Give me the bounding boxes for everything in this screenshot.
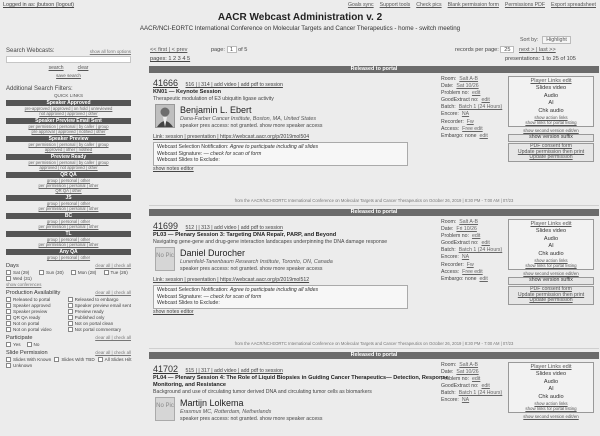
- notice-signature-text: — check for scan of form: [203, 293, 262, 300]
- meeting-subtitle: AACR/NCI-EORTC International Conference on Molecular Targets and Cancer Therapeutics - home - switch meeting: [139, 25, 461, 32]
- audio-label: Audio: [543, 92, 559, 99]
- participate-label: Participate: [6, 335, 33, 341]
- ai-label: AI: [548, 243, 554, 250]
- prod-checkbox[interactable]: Published only: [68, 315, 131, 320]
- top-link-goals-sync[interactable]: Goals sync: [347, 2, 374, 8]
- id-meta-links[interactable]: 512 | | 313 | add video | add pdf to session: [185, 225, 283, 231]
- update-permission-print-link[interactable]: Update permission then print: [517, 148, 585, 155]
- selection-notice: [153, 142, 408, 166]
- meta-column: [441, 219, 503, 283]
- page-of: of 5: [238, 46, 248, 53]
- notice-signature-text: — check for scan of form: [203, 150, 262, 157]
- presentation-card: [149, 352, 599, 436]
- production-clear[interactable]: clear all | check all: [95, 290, 131, 295]
- player-links-box: [508, 76, 594, 127]
- presentation-card: [149, 66, 599, 209]
- speaker-affiliation: Erasmus MC, Rotterdam, Netherlands: [180, 409, 272, 415]
- session-title: PL04 — Plenary Session 4: The Role of Liquid Biopsies in Guiding Cancer Therapeutics— Detection, Response Monitoring, and Resistance: [153, 375, 449, 388]
- filter-group-links[interactable]: approved | not approved | other: [39, 165, 98, 170]
- pages-list[interactable]: pages: 1 2 3 4 5: [150, 56, 191, 62]
- presentation-id[interactable]: 41702: [153, 364, 179, 374]
- quick-links-label: QUICK LINKS: [53, 93, 84, 98]
- id-meta-links[interactable]: 516 | | 314 | add video | add pdf to session: [185, 82, 283, 88]
- speaker-name: Martijn Lolkema: [180, 398, 244, 408]
- notice-title: Webcast Selection Notification:: [157, 287, 229, 293]
- day-checkbox[interactable]: Sun (30): [39, 270, 67, 275]
- link-line[interactable]: Link: session | presentation | https://webcast.aacr.org/p/2019mol504: [153, 134, 310, 140]
- slide-permission-label: Slide Permission: [6, 350, 48, 356]
- show-second-version[interactable]: show second version edit/en: [523, 128, 579, 134]
- meta-row: Recorder: Fw: [441, 261, 474, 268]
- additional-filters-label: Additional Search Filters:: [6, 86, 73, 92]
- search-input[interactable]: [6, 56, 131, 63]
- slides-video: Slides video: [535, 85, 567, 92]
- meta-row: Date: Sat 10/26: [441, 83, 479, 90]
- notice-text: Agree to participate including all slides: [229, 144, 319, 150]
- sidebar: [6, 48, 131, 368]
- slide-checkbox[interactable]: Slides With TBD: [54, 357, 94, 362]
- slide-checkbox[interactable]: Slides With Known: [6, 357, 51, 362]
- meta-row: Access: Free edit: [441, 268, 483, 275]
- meta-row: Problem no: edit: [441, 90, 481, 97]
- filter-group-links[interactable]: per permission | personal | by caller | group: [28, 124, 109, 129]
- meta-row: Batch: Batch 1 (24 Hours): [441, 390, 503, 397]
- prod-checkbox[interactable]: Preview ready: [68, 309, 131, 314]
- status-banner: Released to portal: [149, 352, 599, 359]
- meta-row: Recorder: Fw: [441, 118, 474, 125]
- page-title: AACR Webcast Administration v. 2: [217, 12, 383, 23]
- filter-group-header[interactable]: QR QA: [6, 172, 131, 178]
- next-links[interactable]: next > | last >>: [518, 46, 556, 53]
- right-column: [508, 76, 594, 162]
- pager-left: [150, 46, 247, 53]
- player-links-edit[interactable]: Player Links edit: [530, 221, 572, 227]
- slide-permission-list: [6, 357, 131, 368]
- day-checkbox[interactable]: Sat (29): [6, 270, 35, 275]
- clear-button[interactable]: clear: [77, 65, 89, 71]
- filter-group-links[interactable]: pre-approved | approved | on hold | unreviewed: [24, 106, 113, 111]
- prod-checkbox[interactable]: Speaker approved: [6, 303, 66, 308]
- update-permission-link[interactable]: Update permission: [529, 154, 573, 161]
- top-link-permissions-pdf[interactable]: Permissions PDF: [504, 2, 545, 8]
- filter-group-links[interactable]: QR QA | other: [55, 188, 82, 193]
- link-line[interactable]: Link: session | presentation | https://webcast.aacr.org/p/2019mol512: [153, 277, 310, 283]
- top-links: [348, 2, 596, 8]
- show-conferences[interactable]: show conferences: [6, 282, 42, 287]
- player-links-edit[interactable]: Player Links edit: [530, 78, 572, 84]
- prev-links[interactable]: << first | < prev: [150, 46, 188, 53]
- speaker-affiliation: Lunenfeld-Tanenbaum Research Institute, Toronto, ON, Canada: [180, 259, 333, 265]
- show-notes-editor[interactable]: show notes editor: [153, 166, 194, 172]
- filter-group-links[interactable]: per permission | personal | other: [38, 224, 99, 229]
- filter-group-links[interactable]: per permission | personal | other: [38, 206, 99, 211]
- no-photo-placeholder: No Pic: [155, 397, 175, 421]
- meta-row: Date: Fri 10/26: [441, 226, 477, 233]
- prod-checkbox[interactable]: QR QA ready: [6, 315, 66, 320]
- filter-group-links[interactable]: group | personal | other: [46, 237, 91, 242]
- records-label: records per page:: [455, 46, 499, 53]
- no-photo-placeholder: No Pic: [155, 247, 175, 271]
- sort-label: Sort by:: [520, 37, 539, 43]
- talk-title: Therapeutic modulation of E3 ubiquitin ligase activity: [153, 96, 274, 102]
- top-link-check-pics[interactable]: Check pics: [416, 2, 442, 8]
- prod-checkbox[interactable]: Released to embargo: [68, 297, 131, 302]
- chk-audio-label: Chk audio: [538, 107, 564, 114]
- filter-group-links[interactable]: group | personal | other: [46, 178, 91, 183]
- filter-group-header[interactable]: Speaker Preview: [6, 136, 131, 142]
- filter-group-links[interactable]: group | personal | other: [46, 201, 91, 206]
- show-action-links[interactable]: show action links: [534, 258, 568, 264]
- pdf-consent-link[interactable]: PDF consent form: [530, 142, 572, 149]
- meta-row: Room: Salt A-B: [441, 362, 479, 368]
- divider: [149, 205, 599, 206]
- filter-group-links[interactable]: group | personal | other: [46, 255, 91, 260]
- sort-select[interactable]: Highlight: [542, 36, 571, 44]
- presentation-id[interactable]: 41699: [153, 221, 179, 231]
- records-input[interactable]: 25: [500, 46, 514, 53]
- status-banner: Released to portal: [149, 209, 599, 216]
- divider: [149, 348, 599, 349]
- production-list: [6, 297, 131, 332]
- presentation-list: [149, 66, 599, 436]
- id-meta-links[interactable]: 515 | | 317 | add video | add pdf to session: [185, 368, 283, 374]
- top-link-support-tools[interactable]: Support tools: [379, 2, 411, 8]
- speaker-access: speaker pres access: not granted. show more speaker access: [180, 123, 323, 129]
- filter-group-links[interactable]: per permission | personal | other: [38, 242, 99, 247]
- filter-group-links[interactable]: per permission | personal | by caller | group: [28, 160, 109, 165]
- person-icon: [156, 105, 174, 127]
- participate-list: [6, 342, 131, 347]
- player-links-box: [508, 219, 594, 270]
- notice-signature: Webcast Signature:: [157, 293, 203, 300]
- consent-form-button: [508, 286, 594, 305]
- meta-row: Access: Free edit: [441, 125, 483, 132]
- meta-row: Problem no: edit: [441, 233, 481, 240]
- meta-row: Batch: Batch 1 (24 Hours): [441, 247, 503, 254]
- meta-row: Date: Sat 10/26: [441, 369, 479, 376]
- consent-form-button: [508, 143, 594, 162]
- speaker-name: Benjamin L. Ebert: [180, 105, 252, 115]
- card-footer: from the AACR/NCI-EORTC International Conference on Molecular Targets and Cancer Therapeutics on October 26, 2019 | 8:30 PM - 7:00 AM | 07/23: [234, 341, 514, 346]
- filter-group-header[interactable]: BC: [6, 213, 131, 219]
- session-title: KN01 — Keynote Session: [153, 89, 222, 95]
- notice-slides: Webcast Slides to Exclude:: [157, 300, 220, 306]
- show-all-options[interactable]: show all form options: [89, 48, 131, 54]
- slides-video: Slides video: [535, 228, 567, 235]
- slide-checkbox[interactable]: All Slides Hilt: [98, 357, 132, 362]
- login-status[interactable]: Logged in as: jbutson (logout): [3, 2, 75, 8]
- meta-row: Problem no: edit: [441, 376, 481, 383]
- notice-slides: Webcast Slides to Exclude:: [157, 157, 220, 163]
- meta-column: [441, 76, 503, 140]
- search-button[interactable]: search: [48, 65, 64, 71]
- top-link-blank-permission[interactable]: Blank permission form: [447, 2, 499, 8]
- prod-checkbox[interactable]: Speaker preview email sent: [68, 303, 131, 308]
- meta-row: GoodExtract no: edit: [441, 97, 490, 104]
- filter-groups: [6, 100, 131, 260]
- meta-row: GoodExtract no: edit: [441, 240, 490, 247]
- show-action-links[interactable]: show action links: [534, 115, 568, 121]
- meta-row: Encore: NA: [441, 111, 470, 118]
- slides-video: Slides video: [535, 371, 567, 378]
- notice-signature: Webcast Signature:: [157, 150, 203, 157]
- prod-checkbox[interactable]: Not portal commentary: [68, 327, 131, 332]
- days-label: Days: [6, 263, 19, 269]
- participate-clear[interactable]: clear all | check all: [95, 335, 131, 340]
- production-label: Production Availability: [6, 290, 61, 296]
- speaker-photo: [155, 104, 175, 128]
- filter-group-links[interactable]: not approved | approved | other: [39, 111, 98, 116]
- prod-checkbox[interactable]: Not on portal video: [6, 327, 66, 332]
- prod-checkbox[interactable]: Not on portal clean: [68, 321, 131, 326]
- show-version-suffix-button[interactable]: show version suffix: [508, 277, 594, 285]
- presentation-card: [149, 209, 599, 352]
- filter-group-links[interactable]: group | personal | other: [46, 219, 91, 224]
- speaker-name: Daniel Durocher: [180, 248, 246, 258]
- show-notes-editor[interactable]: show notes editor: [153, 309, 194, 315]
- meta-row: GoodExtract no: edit: [441, 383, 490, 390]
- speaker-access: speaker pres access: not granted. show more speaker access: [180, 266, 323, 272]
- meta-row: Room: Salt A-B: [441, 219, 479, 225]
- audio-label: Audio: [543, 235, 559, 242]
- show-portal-links[interactable]: show links for portal listing: [525, 120, 577, 126]
- filter-group-header[interactable]: Speaker Preview Email Sent: [6, 118, 131, 124]
- meta-row: Room: Salt A-B: [441, 76, 479, 82]
- top-bar: [0, 0, 600, 9]
- talk-title: Background and use of circulating tumor derived DNA and circulating tumor cells as biomarkers: [153, 389, 372, 395]
- day-checkbox[interactable]: Tue (26): [104, 270, 131, 275]
- pdf-consent-link[interactable]: PDF consent form: [530, 285, 572, 292]
- presentations-count: presentations: 1 to 25 of 105: [505, 56, 576, 62]
- prod-checkbox[interactable]: Not on portal: [6, 321, 66, 326]
- status-banner: Released to portal: [149, 66, 599, 73]
- show-action-links[interactable]: show action links: [534, 401, 568, 407]
- prod-checkbox[interactable]: Speaker preview: [6, 309, 66, 314]
- meta-row: Batch: Batch 1 (24 Hours): [441, 104, 503, 111]
- page-input[interactable]: 1: [227, 46, 237, 53]
- participate-checkbox[interactable]: No: [27, 342, 40, 347]
- player-links-edit[interactable]: Player Links edit: [530, 364, 572, 370]
- save-search-link[interactable]: save search: [56, 73, 81, 78]
- audio-label: Audio: [543, 378, 559, 385]
- session-title: PL03 — Plenary Session 3: Targeting DNA Repair, PARP, and Beyond: [153, 232, 337, 238]
- day-checkbox[interactable]: Wed (31): [6, 276, 35, 281]
- right-column: [508, 362, 594, 419]
- meta-row: Encore: NA: [441, 254, 470, 261]
- prod-checkbox[interactable]: Released to portal: [6, 297, 66, 302]
- search-label: Search Webcasts:: [6, 48, 55, 54]
- show-version-suffix-button[interactable]: show version suffix: [508, 134, 594, 142]
- sort-control: [520, 36, 571, 44]
- speaker-access: speaker pres access: not granted. show more speaker access: [180, 416, 323, 422]
- slide-checkbox[interactable]: Unknown: [6, 363, 51, 368]
- chk-audio-label: Chk audio: [538, 393, 564, 400]
- talk-title: Navigating gene-gene and drug-gene interaction landscapes underpinning the DNA damage response: [153, 239, 388, 245]
- pager-right: [455, 46, 556, 53]
- page-label: page:: [210, 46, 225, 53]
- participate-checkbox[interactable]: Yes: [6, 342, 21, 347]
- ai-label: AI: [548, 386, 554, 393]
- filter-group-header[interactable]: TL: [6, 231, 131, 237]
- notice-title: Webcast Selection Notification:: [157, 144, 229, 150]
- speaker-affiliation: Dana-Farber Cancer Institute, Boston, MA, United States: [180, 116, 317, 122]
- selection-notice: [153, 285, 408, 309]
- filter-group-header[interactable]: Speaker Approved: [6, 100, 131, 106]
- show-portal-links[interactable]: show links for portal listing: [525, 263, 577, 269]
- day-checkbox[interactable]: Mon (28): [71, 270, 100, 275]
- update-permission-print-link[interactable]: Update permission then print: [517, 291, 585, 298]
- filter-group-links[interactable]: per permission | personal | other: [38, 183, 99, 188]
- filter-group-header[interactable]: Preview Ready: [6, 154, 131, 160]
- days-clear[interactable]: clear all | check all: [95, 263, 131, 268]
- meta-row: Embargo: none edit: [441, 275, 488, 282]
- meta-row: Embargo: none edit: [441, 132, 488, 139]
- filter-group-header[interactable]: Any QA: [6, 249, 131, 255]
- notice-text: Agree to participate including all slides: [229, 287, 319, 293]
- filter-group-links[interactable]: pre approval | approved | notified | other: [31, 129, 106, 134]
- right-column: [508, 219, 594, 305]
- presentation-id[interactable]: 41666: [153, 78, 179, 88]
- filter-group-links[interactable]: per permission | personal | by caller | group: [28, 142, 109, 147]
- filter-group-links[interactable]: approved | other | notified: [44, 147, 93, 152]
- ai-label: AI: [548, 100, 554, 107]
- update-permission-link[interactable]: Update permission: [529, 297, 573, 304]
- show-second-version[interactable]: show second version edit/en: [523, 271, 579, 277]
- meta-row: Encore: NA: [441, 397, 470, 404]
- player-links-box: [508, 362, 594, 413]
- slide-permission-clear[interactable]: clear all | check all: [95, 350, 131, 355]
- chk-audio-label: Chk audio: [538, 250, 564, 257]
- show-second-version[interactable]: show second version edit/en: [523, 414, 579, 420]
- top-link-export[interactable]: Export spreadsheet: [551, 2, 596, 8]
- show-portal-links[interactable]: show links for portal listing: [525, 406, 577, 412]
- days-list: [6, 270, 131, 281]
- filter-group-header[interactable]: JS: [6, 195, 131, 201]
- meta-column: [441, 362, 503, 405]
- card-footer: from the AACR/NCI-EORTC International Conference on Molecular Targets and Cancer Therapeutics on October 26, 2019 | 8:30 PM - 7:00 AM | 07/23: [234, 198, 514, 203]
